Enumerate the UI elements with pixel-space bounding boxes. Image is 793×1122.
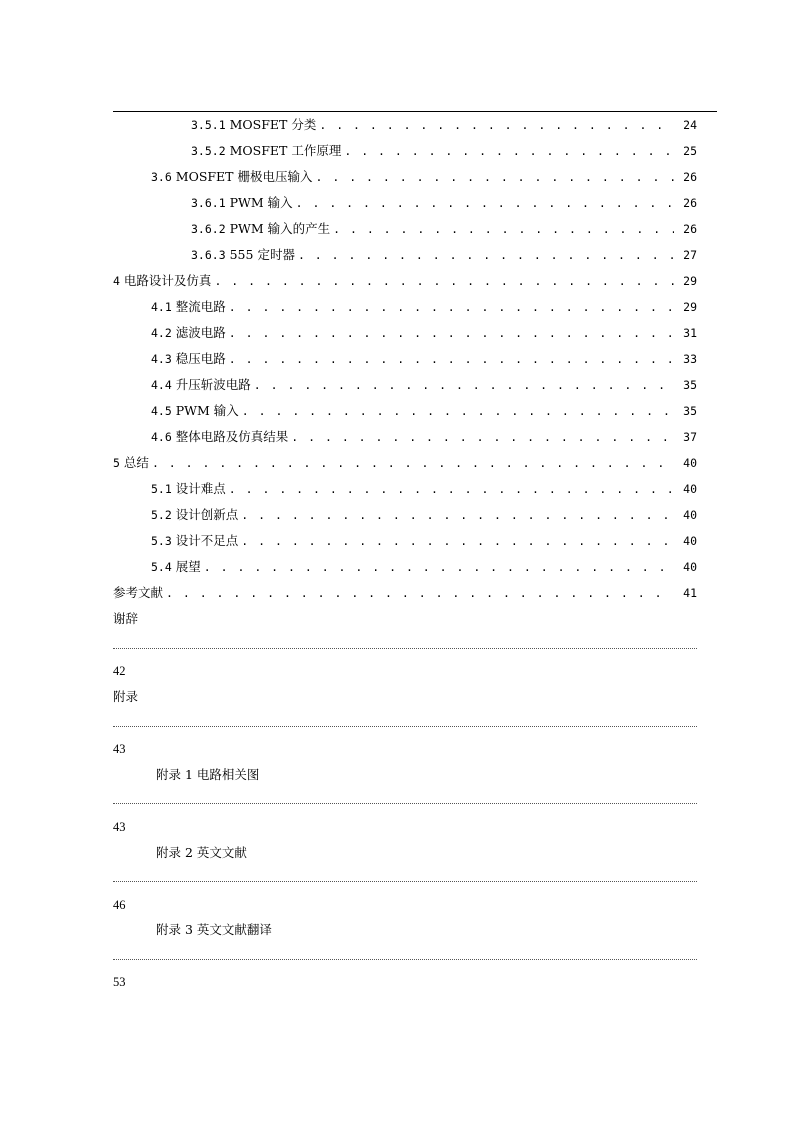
- toc-entry-page: 35: [683, 404, 697, 418]
- toc-entry-page: 40: [683, 560, 697, 574]
- dot-leader: [316, 166, 675, 188]
- dot-leader: [113, 959, 697, 960]
- toc-entry-number: 5.1: [151, 482, 172, 496]
- toc-entry-acknowledgements[interactable]: 谢辞: [113, 611, 139, 626]
- toc-entry-5[interactable]: [113, 452, 697, 474]
- dot-leader: [166, 582, 674, 604]
- toc-entry-page: 40: [683, 456, 697, 470]
- toc-entry-number: 4.4: [151, 378, 172, 392]
- toc-entry-4-5[interactable]: [113, 400, 697, 422]
- toc-entry-page: 43: [113, 820, 126, 834]
- toc-entry-title: 升压斩波电路: [175, 377, 251, 392]
- toc-entry-4-2[interactable]: [113, 322, 697, 344]
- toc-entry-5-4[interactable]: [113, 556, 697, 578]
- toc-entry-number: 3.6.2: [191, 222, 226, 236]
- toc-entry-page: 41: [683, 586, 697, 600]
- toc-entry-page: 27: [683, 248, 697, 262]
- toc-entry-title: 整体电路及仿真结果: [175, 429, 289, 444]
- toc-entry-title: 电路设计及仿真: [123, 273, 212, 288]
- toc-entry-title: 滤波电路: [175, 325, 226, 340]
- toc-entry-number: 4.1: [151, 300, 172, 314]
- dot-leader: [113, 726, 697, 727]
- dot-leader: [254, 374, 674, 396]
- toc-entry-title: 设计难点: [175, 481, 226, 496]
- header-rule: [113, 111, 717, 112]
- toc-entry-title: PWM 输入: [229, 195, 293, 210]
- toc-entry-3-6-3[interactable]: [113, 244, 697, 266]
- dot-leader: [204, 556, 674, 578]
- toc-entry-page: 37: [683, 430, 697, 444]
- toc-entry-title: 总结: [123, 455, 149, 470]
- toc-entry-appendix-2[interactable]: 附录 2 英文文献: [156, 845, 247, 860]
- dot-leader: [298, 244, 674, 266]
- toc-entry-title: MOSFET 工作原理: [229, 143, 342, 158]
- toc-entry-title: 设计创新点: [175, 507, 239, 522]
- dot-leader: [152, 452, 674, 474]
- toc-entry-4-1[interactable]: [113, 296, 697, 318]
- dot-leader: [344, 140, 674, 162]
- toc-entry-number: 5.2: [151, 508, 172, 522]
- toc-entry-title: MOSFET 栅极电压输入: [175, 169, 313, 184]
- toc-entry-number: 5.4: [151, 560, 172, 574]
- toc-entry-number: 4: [113, 274, 120, 288]
- toc-entry-title: 555 定时器: [229, 247, 295, 262]
- toc-entry-title: 参考文献: [113, 585, 164, 600]
- toc-entry-title: MOSFET 分类: [229, 117, 317, 132]
- toc-entry-appendix-3[interactable]: 附录 3 英文文献翻译: [156, 922, 272, 937]
- toc-entry-title: PWM 输入: [175, 403, 239, 418]
- toc-entry-page: 53: [113, 975, 126, 989]
- toc-entry-page: 31: [683, 326, 697, 340]
- toc-entry-number: 3.6: [151, 170, 172, 184]
- toc-entry-3-5-1[interactable]: [113, 114, 697, 136]
- dot-leader: [241, 504, 674, 526]
- toc-entry-page: 26: [683, 196, 697, 210]
- toc-entry-4-4[interactable]: [113, 374, 697, 396]
- toc-entry-page: 33: [683, 352, 697, 366]
- toc-entry-page: 29: [683, 300, 697, 314]
- dot-leader: [229, 296, 674, 318]
- dot-leader: [333, 218, 674, 240]
- dot-leader: [319, 114, 674, 136]
- toc-entry-4-6[interactable]: [113, 426, 697, 448]
- toc-entry-5-1[interactable]: [113, 478, 697, 500]
- toc-entry-references[interactable]: [113, 582, 697, 604]
- toc-entry-page: 42: [113, 664, 126, 678]
- toc-entry-title: 稳压电路: [175, 351, 226, 366]
- toc-entry-page: 40: [683, 508, 697, 522]
- toc-entry-page: 40: [683, 534, 697, 548]
- dot-leader: [242, 400, 674, 422]
- toc-entry-number: 5.3: [151, 534, 172, 548]
- toc-entry-5-3[interactable]: [113, 530, 697, 552]
- dot-leader: [113, 648, 697, 649]
- toc-entry-title: PWM 输入的产生: [229, 221, 331, 236]
- dot-leader: [229, 348, 674, 370]
- toc-entry-number: 5: [113, 456, 120, 470]
- toc-entry-title: 设计不足点: [175, 533, 239, 548]
- toc-entry-4[interactable]: [113, 270, 697, 292]
- toc-entry-number: 4.6: [151, 430, 172, 444]
- toc-entry-page: 43: [113, 742, 126, 756]
- toc-entry-number: 4.3: [151, 352, 172, 366]
- toc-entry-page: 35: [683, 378, 697, 392]
- dot-leader: [113, 803, 697, 804]
- dot-leader: [296, 192, 674, 214]
- toc-entry-number: 3.6.1: [191, 196, 226, 210]
- toc-entry-page: 40: [683, 482, 697, 496]
- toc-entry-3-6-2[interactable]: [113, 218, 697, 240]
- toc-entry-page: 24: [683, 118, 697, 132]
- toc-entry-page: 26: [683, 222, 697, 236]
- toc-entry-page: 26: [683, 170, 697, 184]
- toc-entry-appendix-1[interactable]: 附录 1 电路相关图: [156, 767, 260, 782]
- toc-entry-number: 3.6.3: [191, 248, 226, 262]
- toc-entry-number: 4.2: [151, 326, 172, 340]
- dot-leader: [229, 478, 674, 500]
- dot-leader: [113, 881, 697, 882]
- toc-entry-title: 整流电路: [175, 299, 226, 314]
- toc-entry-5-2[interactable]: [113, 504, 697, 526]
- dot-leader: [291, 426, 674, 448]
- toc-entry-3-6[interactable]: [113, 166, 697, 188]
- dot-leader: [214, 270, 674, 292]
- toc-entry-page: 25: [683, 144, 697, 158]
- toc-entry-page: 46: [113, 898, 126, 912]
- toc-entry-appendix[interactable]: 附录: [113, 689, 139, 704]
- toc-entry-3-5-2[interactable]: [113, 140, 697, 162]
- toc-entry-number: 3.5.2: [191, 144, 226, 158]
- toc-entry-page: 29: [683, 274, 697, 288]
- dot-leader: [229, 322, 674, 344]
- toc-entry-title: 展望: [175, 559, 201, 574]
- toc-entry-3-6-1[interactable]: [113, 192, 697, 214]
- dot-leader: [241, 530, 674, 552]
- toc-entry-number: 3.5.1: [191, 118, 226, 132]
- toc-entry-number: 4.5: [151, 404, 172, 418]
- toc-entry-4-3[interactable]: [113, 348, 697, 370]
